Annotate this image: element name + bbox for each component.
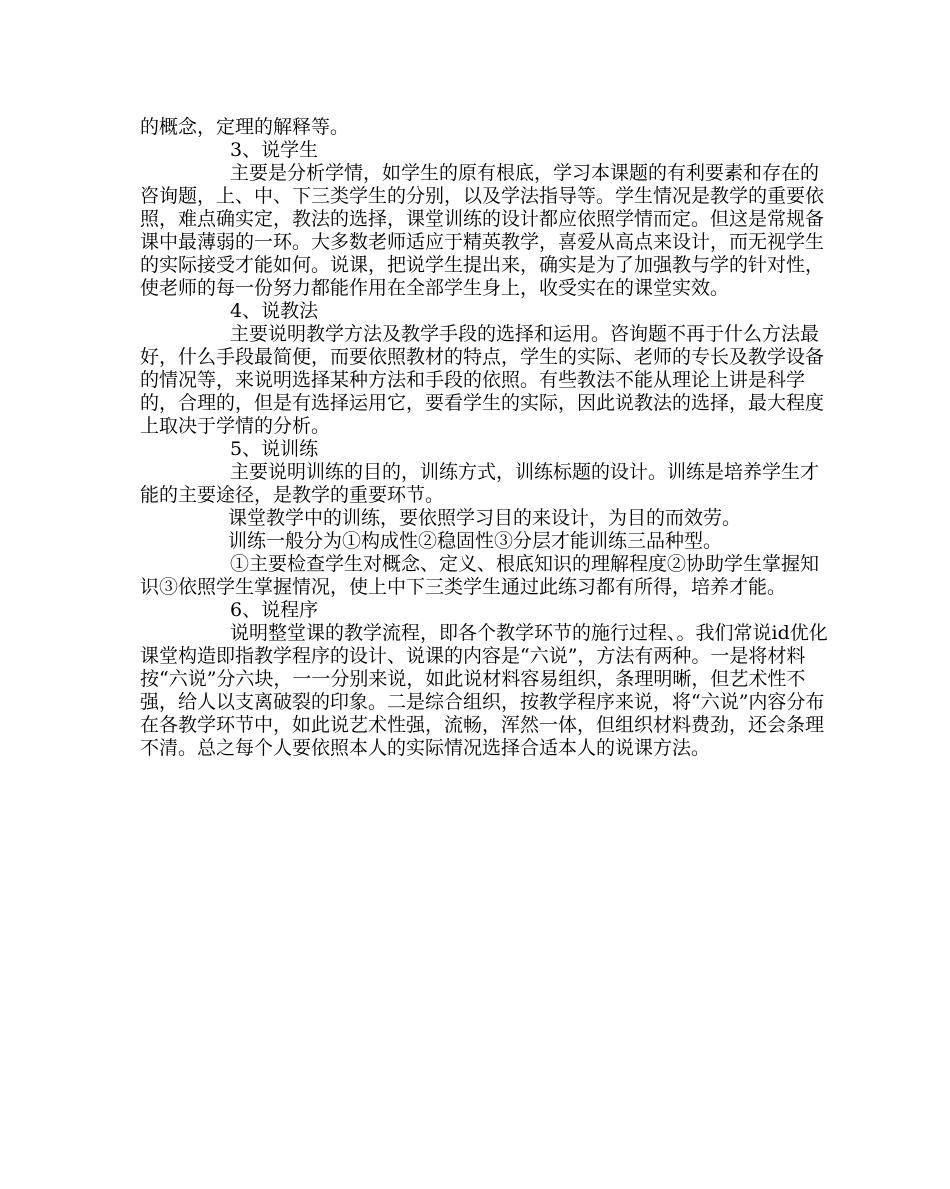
section-paragraph-training-4: ①主要检查学生对概念、定义、根底知识的理解程度②协助学生掌握知识③依照学生掌握情况，使上中下三类学生通过此练习都有所得，培养才能。 [140,553,820,598]
section-paragraph-methods: 主要说明教学方法及教学手段的选择和运用。咨询题不再于什么方法最好，什么手段最简便，而要依照教材的特点，学生的实际、老师的专长及教学设备的情况等，来说明选择某种方法和手段的依照。有些教法不能从理论上讲是科学的，合理的，但是有选择运用它，要看学生的实际，因此说教法的选择，最大程度上取决于学情的分析。 [140,323,825,437]
document-body [140,116,830,760]
section-heading-procedure: 6、说程序 [230,599,319,621]
section-heading-students: 3、说学生 [230,139,319,161]
lead-fragment: 的概念，定理的解释等。 [140,116,350,138]
section-paragraph-training-3: 训练一般分为①构成性②稳固性③分层才能训练三品种型。 [228,530,723,552]
section-paragraph-training-2: 课堂教学中的训练，要依照学习目的来设计，为目的而效劳。 [228,507,742,529]
section-paragraph-training-1: 主要说明训练的目的，训练方式，训练标题的设计。训练是培养学生才能的主要途径，是教学的重要环节。 [140,461,820,506]
section-paragraph-procedure: 说明整堂课的教学流程，即各个教学环节的施行过程、。我们常说id优化课堂构造即指教学程序的设计、说课的内容是“六说”，方法有两种。一是将材料按“六说”分六块，一一分别来说，如此说材料容易组织，条理明晰，但艺术性不强，给人以支离破裂的印象。二是综合组织，按教学程序来说，将“六说”内容分布在各教学环节中，如此说艺术性强，流畅，浑然一体，但组织材料费劲，还会条理不清。总之每个人要依照本人的实际情况选择合适本人的说课方法。 [140,622,828,759]
section-paragraph-students: 主要是分析学情，如学生的原有根底，学习本课题的有利要素和存在的咨询题，上、中、下三类学生的分别，以及学法指导等。学生情况是教学的重要依照，难点确实定，教法的选择，课堂训练的设计都应依照学情而定。但这是常规备课中最薄弱的一环。大多数老师适应于精英教学，喜爱从高点来设计，而无视学生的实际接受才能如何。说课，把说学生提出来，确实是为了加强教与学的针对性，使老师的每一份努力都能作用在全部学生身上，收受实在的课堂实效。 [140,162,825,299]
section-heading-training: 5、说训练 [230,438,319,460]
section-heading-methods: 4、说教法 [230,300,319,322]
